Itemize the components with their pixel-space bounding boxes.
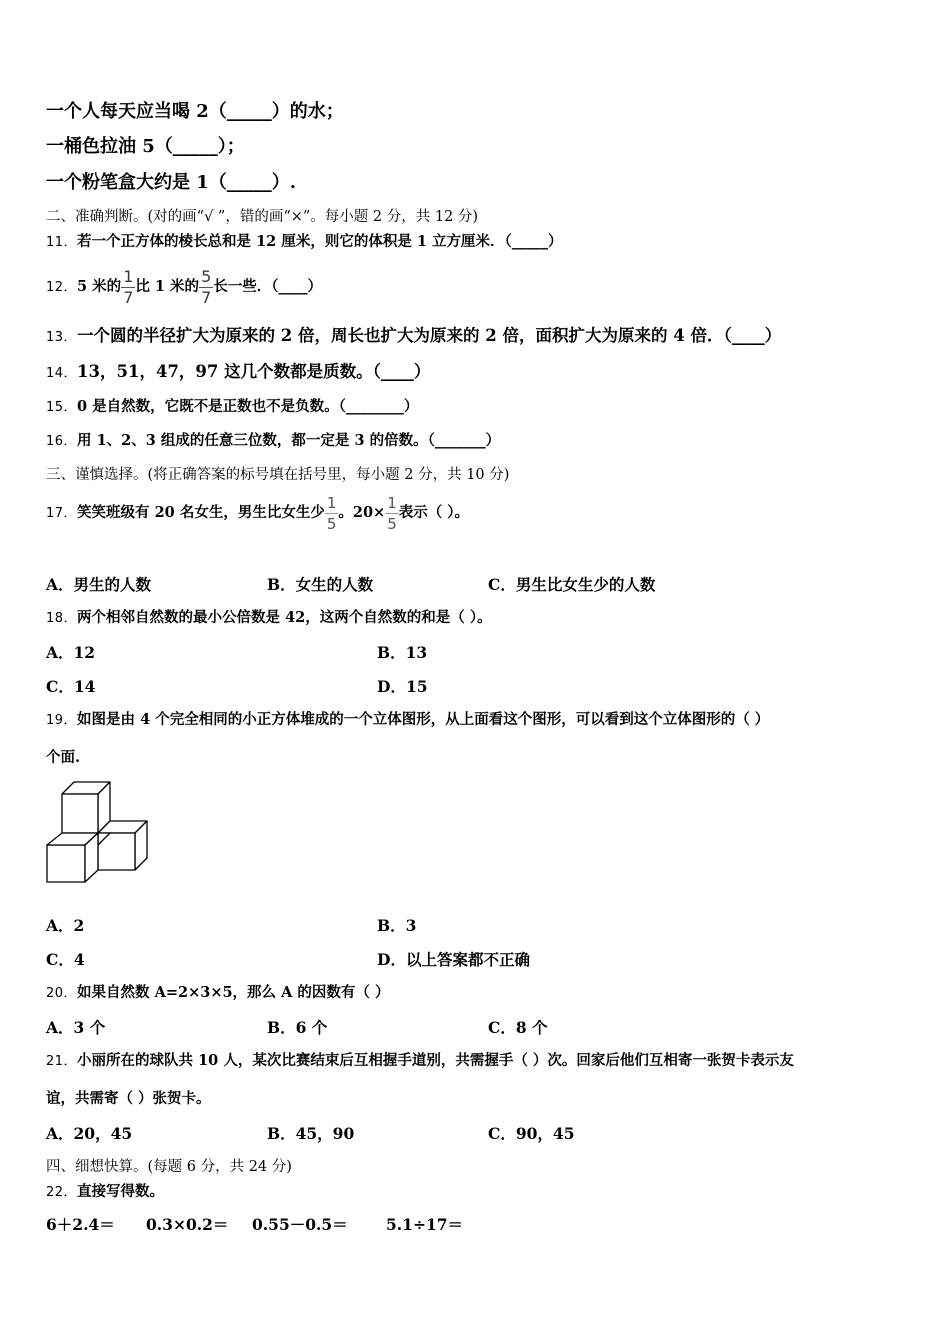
question-number: 13． [46, 330, 78, 345]
option-c: C．4 [46, 950, 85, 969]
question-text: 笑笑班级有 20 名女生，男生比女生少 [77, 504, 325, 521]
question-number: 15． [46, 400, 78, 415]
section-2-title: 二、准确判断。(对的画“√ ”，错的画“×”。每小题 2 分，共 12 分) [46, 209, 479, 225]
cube-front-face [62, 794, 98, 833]
question-21 [46, 1054, 794, 1069]
question-number: 12． [46, 280, 78, 295]
fraction [121, 268, 135, 307]
question-text: 长一些．（____） [213, 278, 322, 295]
question-14 [46, 364, 430, 381]
question-number: 22． [46, 1185, 78, 1200]
intro-line-chalkbox: 一个粉笔盒大约是 1（_____）. [46, 172, 297, 193]
intro-line-water: 一个人每天应当喝 2（_____）的水； [46, 101, 344, 122]
question-text: 。20× [338, 504, 386, 521]
question-text: 直接写得数。 [77, 1183, 165, 1200]
option-b: B．13 [377, 643, 428, 662]
denominator: 7 [201, 287, 212, 307]
question-text: 一个圆的半径扩大为原来的 2 倍，周长也扩大为原来的 2 倍，面积扩大为原来的 4 倍．（____） [77, 326, 782, 345]
option-a: A．男生的人数 [46, 575, 152, 594]
calc-item: 0.55－0.5＝ [252, 1215, 348, 1234]
question-number: 17． [46, 506, 78, 521]
question-number: 21． [46, 1054, 78, 1069]
option-a: A．3 个 [46, 1018, 106, 1037]
question-text: 两个相邻自然数的最小公倍数是 42，这两个自然数的和是（ ）。 [77, 609, 492, 626]
option-a: A．12 [46, 643, 96, 662]
question-21-continued: 谊，共需寄（ ）张贺卡。 [46, 1090, 211, 1107]
question-text: 若一个正方体的棱长总和是 12 厘米，则它的体积是 1 立方厘米．（_____） [77, 233, 563, 250]
denominator: 5 [326, 514, 337, 533]
calc-item: 0.3×0.2＝ [146, 1215, 229, 1234]
question-20 [46, 986, 389, 1001]
option-c: C．90，45 [488, 1124, 575, 1143]
section-3-title: 三、谨慎选择。(将正确答案的标号填在括号里，每小题 2 分，共 10 分) [46, 467, 510, 483]
question-text: 比 1 米的 [135, 278, 200, 295]
option-c: C．8 个 [488, 1018, 548, 1037]
question-text: 5 米的 [77, 278, 122, 295]
question-18 [46, 611, 492, 626]
option-a: A．20，45 [46, 1124, 133, 1143]
question-number: 14． [46, 366, 78, 381]
option-b: B．女生的人数 [267, 575, 374, 594]
fraction [325, 494, 339, 533]
fraction-bar [325, 513, 339, 514]
question-15 [46, 400, 418, 415]
question-number: 19． [46, 713, 78, 728]
intro-line-oil: 一桶色拉油 5（_____）； [46, 136, 245, 157]
question-22 [46, 1185, 164, 1200]
question-text: 13，51，47，97 这几个数都是质数。（____） [77, 362, 431, 381]
numerator: 1 [387, 493, 397, 512]
question-number: 18． [46, 611, 78, 626]
fraction [385, 494, 399, 533]
numerator: 1 [326, 493, 337, 512]
section-4-title: 四、细想快算。(每题 6 分，共 24 分) [46, 1159, 292, 1175]
option-a: A．2 [46, 916, 85, 935]
question-11 [46, 235, 563, 250]
question-13 [46, 328, 781, 345]
question-text: 表示（ ）。 [398, 504, 470, 521]
question-19-continued: 个面. [46, 749, 81, 766]
question-text: 0 是自然数，它既不是正数也不是负数。（________） [77, 398, 419, 415]
cube-stack-figure [44, 778, 154, 886]
question-text: 如果自然数 A=2×3×5，那么 A 的因数有（ ） [77, 984, 390, 1001]
question-19 [46, 713, 769, 728]
question-text: 小丽所在的球队共 10 人，某次比赛结束后互相握手道别，共需握手（ ）次。回家后他们互相寄一张贺卡表示友 [77, 1052, 794, 1069]
fraction [199, 268, 213, 307]
question-16 [46, 434, 500, 449]
question-text: 如图是由 4 个完全相同的小正方体堆成的一个立体图形，从上面看这个图形，可以看到这个立体图形的（ ） [77, 711, 770, 728]
fraction-bar [385, 513, 399, 514]
cube-front-face [47, 845, 85, 882]
option-b: B．45，90 [267, 1124, 355, 1143]
option-d: D．15 [377, 677, 428, 696]
numerator: 1 [123, 266, 134, 286]
option-c: C．14 [46, 677, 96, 696]
option-c: C．男生比女生少的人数 [488, 575, 656, 594]
denominator: 5 [387, 514, 397, 533]
option-b: B．6 个 [267, 1018, 328, 1037]
question-number: 20． [46, 986, 78, 1001]
question-number: 11． [46, 235, 78, 250]
question-17 [46, 492, 469, 534]
question-12 [46, 266, 322, 308]
numerator: 5 [201, 266, 212, 286]
question-number: 16． [46, 434, 78, 449]
denominator: 7 [123, 287, 134, 307]
calc-item: 6＋2.4＝ [46, 1215, 115, 1234]
option-b: B．3 [377, 916, 417, 935]
calc-item: 5.1÷17＝ [386, 1215, 464, 1234]
option-d: D．以上答案都不正确 [377, 950, 530, 969]
question-text: 用 1、2、3 组成的任意三位数，都一定是 3 的倍数。（_______） [77, 432, 501, 449]
